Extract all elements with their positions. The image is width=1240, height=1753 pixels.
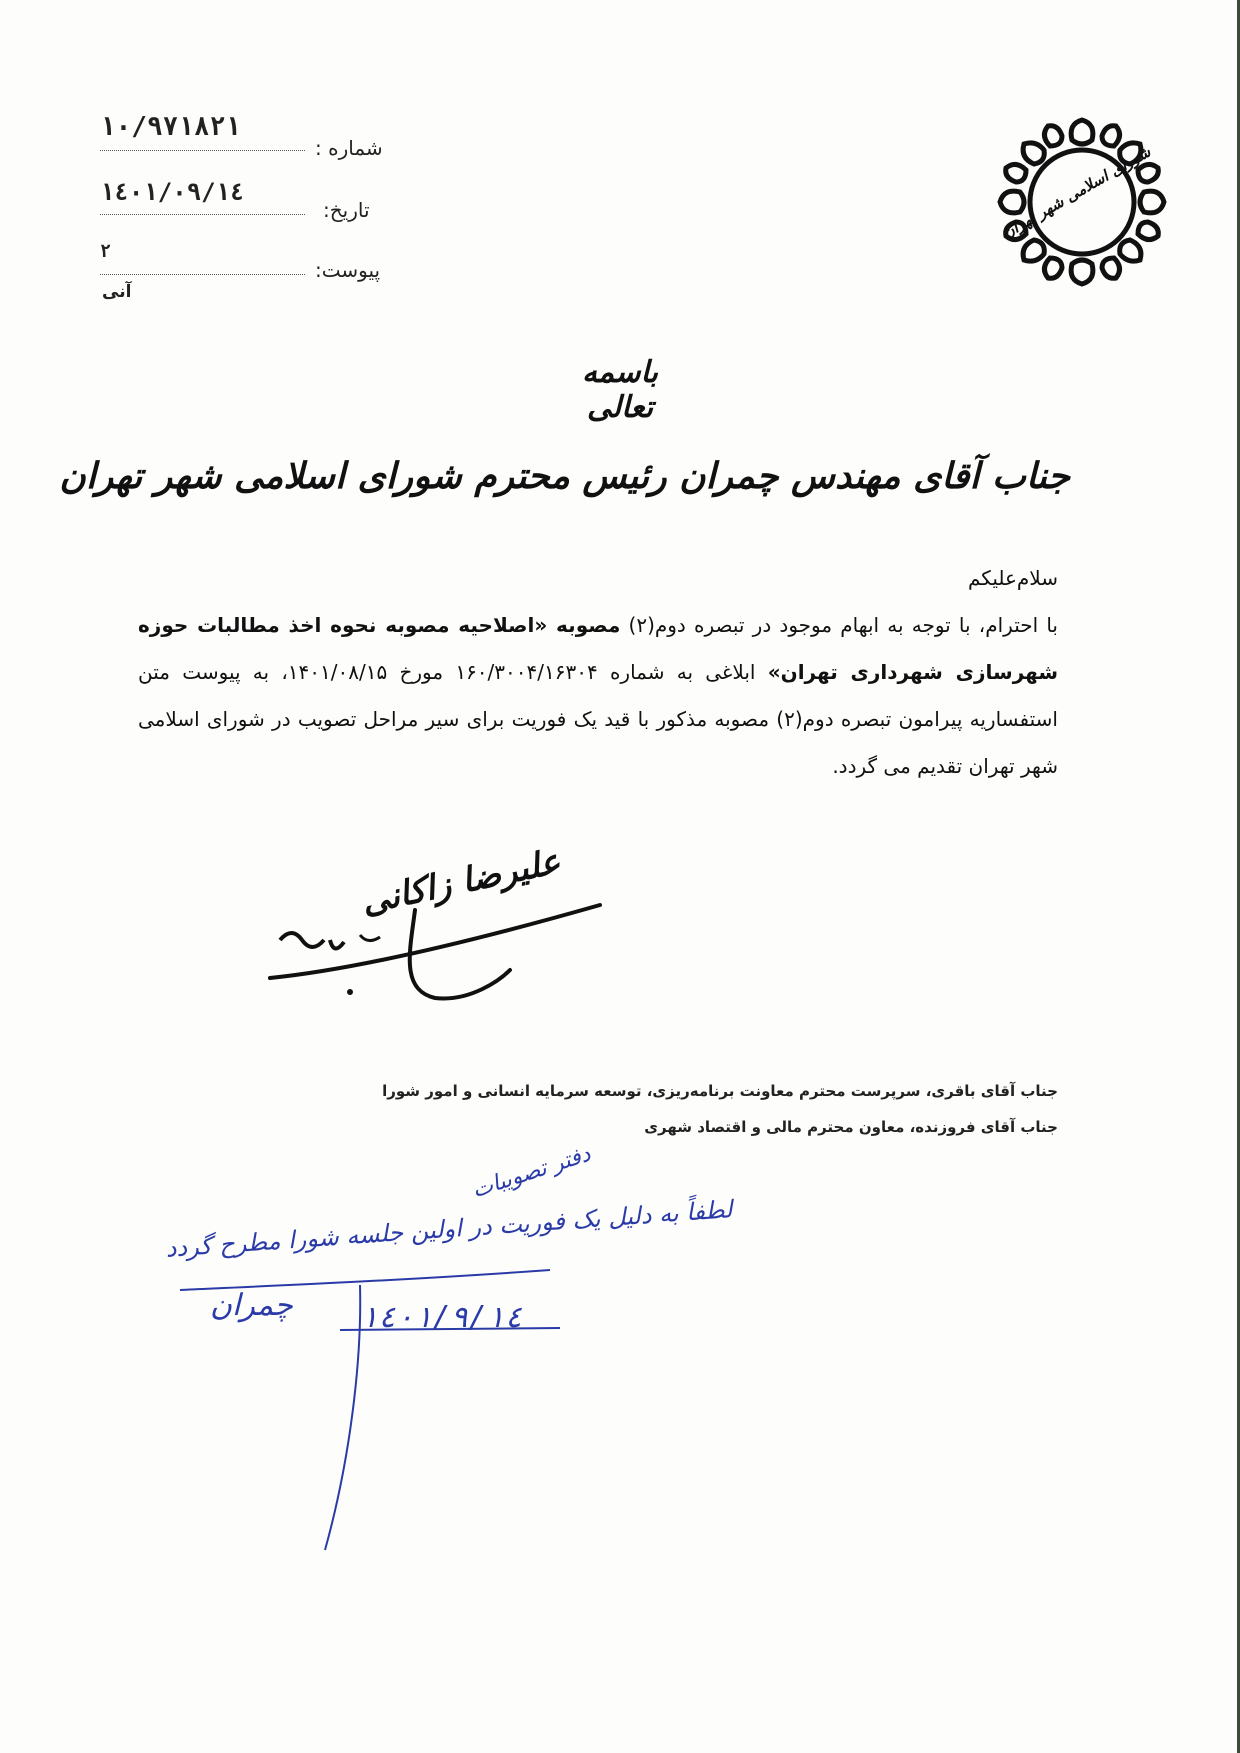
attachment-dotline <box>100 274 305 275</box>
letter-number-label: شماره : <box>315 136 383 160</box>
greeting: سلام‌علیکم <box>967 566 1058 590</box>
bismillah-heading: باسمه تعالی <box>581 355 659 425</box>
body-part-3: ابلاغی به شماره ۱۶۰/۳۰۰۴/۱۶۳۰۴ مورخ ۱۴۰۱/۰۸/۱۵، به پیوست متن استفساریه پیرامون تبصره دوم(۲) مصوبه مذکور با قید یک فوریت برای سیر مراحل تصویب در شورای اسلامی شهر تهران تقدیم می گردد. <box>138 660 1058 778</box>
body-part-1: با احترام، با توجه به ابهام موجود در تبصره دوم(۲) <box>620 613 1058 637</box>
attachment-value: ۲ <box>100 241 111 262</box>
addressee-line: جناب آقای مهندس چمران رئیس محترم شورای اسلامی شهر تهران <box>59 455 1070 497</box>
tehran-council-logo <box>992 112 1172 292</box>
letter-date-label: تاریخ: <box>323 198 370 222</box>
handwritten-note-date: ۱٤۰۱/۹/۱٤ <box>360 1300 523 1335</box>
handwritten-note-line-1: دفتر تصویبات <box>469 1141 594 1204</box>
body-paragraph <box>138 602 1058 790</box>
number-dotline <box>100 150 305 151</box>
handwritten-note-name: چمران <box>210 1288 293 1323</box>
cc-line-2: جناب آقای فروزنده، معاون محترم مالی و اقتصاد شهری <box>644 1118 1058 1136</box>
date-dotline <box>100 214 305 215</box>
letter-date-value: ۱٤۰۱/۰۹/۱٤ <box>100 178 245 206</box>
handwritten-note-strokes <box>150 1240 570 1560</box>
logo-text: شورای اسلامی شهر تهران <box>999 142 1154 243</box>
handwritten-note-line-2: لطفاً به دلیل یک فوریت در اولین جلسه شورا مطرح گردد <box>164 1195 734 1263</box>
signature-name: علیرضا زاکانی <box>358 841 564 923</box>
body-part-2-bold: مصوبه «اصلاحیه مصوبه نحوه اخذ مطالبات حوزه شهرسازی شهرداری تهران» <box>138 613 1059 684</box>
letter-body <box>138 555 1058 790</box>
letter-number-value: ۱۰/۹۷۱۸۲۱ <box>100 112 241 142</box>
attachment-label: پیوست: <box>315 258 381 282</box>
priority-label: آنی <box>102 282 132 302</box>
signature-scribble <box>260 860 660 1020</box>
cc-line-1: جناب آقای باقری، سرپرست محترم معاونت برنامه‌ریزی، توسعه سرمایه انسانی و امور شورا <box>382 1082 1058 1100</box>
